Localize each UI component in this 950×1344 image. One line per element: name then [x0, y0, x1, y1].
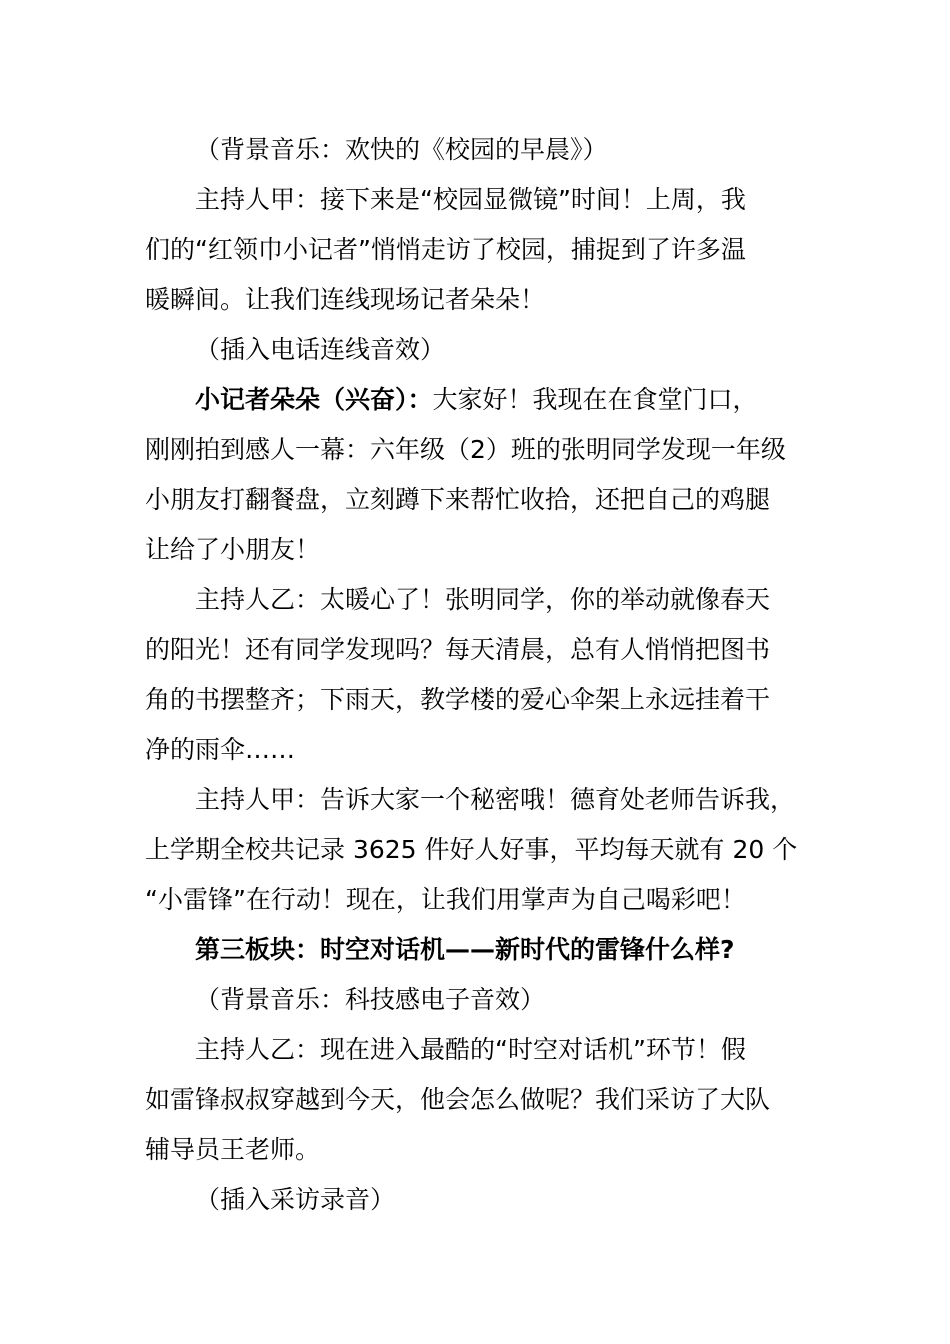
stage-direction-music-2: （背景音乐：科技感电子音效）	[195, 985, 546, 1014]
stage-direction-music-1: （背景音乐：欢快的《校园的早晨》）	[195, 135, 608, 164]
paragraph-line: 上学期全校共记录 3625 件好人好事，平均每天就有 20 个	[145, 835, 798, 864]
paragraph-line: 如雷锋叔叔穿越到今天，他会怎么做呢？我们采访了大队	[145, 1085, 771, 1114]
paragraph-line: 主持人乙：太暖心了！张明同学，你的举动就像春天	[195, 585, 771, 614]
paragraph-line: 主持人甲：接下来是“校园显微镜”时间！上周，我	[195, 185, 746, 214]
stage-direction-interview: （插入采访录音）	[195, 1185, 396, 1214]
paragraph-line: 暖瞬间。让我们连线现场记者朵朵！	[145, 285, 546, 314]
stage-direction-phone: （插入电话连线音效）	[195, 335, 446, 364]
paragraph-line: 们的“红领巾小记者”悄悄走访了校园，捕捉到了许多温	[145, 235, 746, 264]
paragraph-line: 主持人甲：告诉大家一个秘密哦！德育处老师告诉我，	[195, 785, 796, 814]
section-heading: 第三板块：时空对话机——新时代的雷锋什么样?	[195, 935, 735, 964]
paragraph-line: 辅导员王老师。	[145, 1135, 321, 1164]
paragraph-line: 净的雨伞……	[145, 735, 296, 764]
speaker-label: 小记者朵朵（兴奋）：	[195, 385, 433, 414]
paragraph-line	[195, 385, 758, 415]
paragraph-line: 让给了小朋友！	[145, 535, 321, 564]
paragraph-line: 小朋友打翻餐盘，立刻蹲下来帮忙收拾，还把自己的鸡腿	[145, 485, 771, 514]
paragraph-line: “小雷锋”在行动！现在，让我们用掌声为自己喝彩吧！	[145, 885, 746, 914]
paragraph-line: 刚刚拍到感人一幕：六年级（2）班的张明同学发现一年级	[145, 435, 786, 464]
paragraph-line: 的阳光！还有同学发现吗？每天清晨，总有人悄悄把图书	[145, 635, 771, 664]
speaker-text: 大家好！我现在在食堂门口，	[432, 385, 758, 414]
paragraph-line: 角的书摆整齐；下雨天，教学楼的爱心伞架上永远挂着干	[145, 685, 771, 714]
paragraph-line: 主持人乙：现在进入最酷的“时空对话机”环节！假	[195, 1035, 746, 1064]
